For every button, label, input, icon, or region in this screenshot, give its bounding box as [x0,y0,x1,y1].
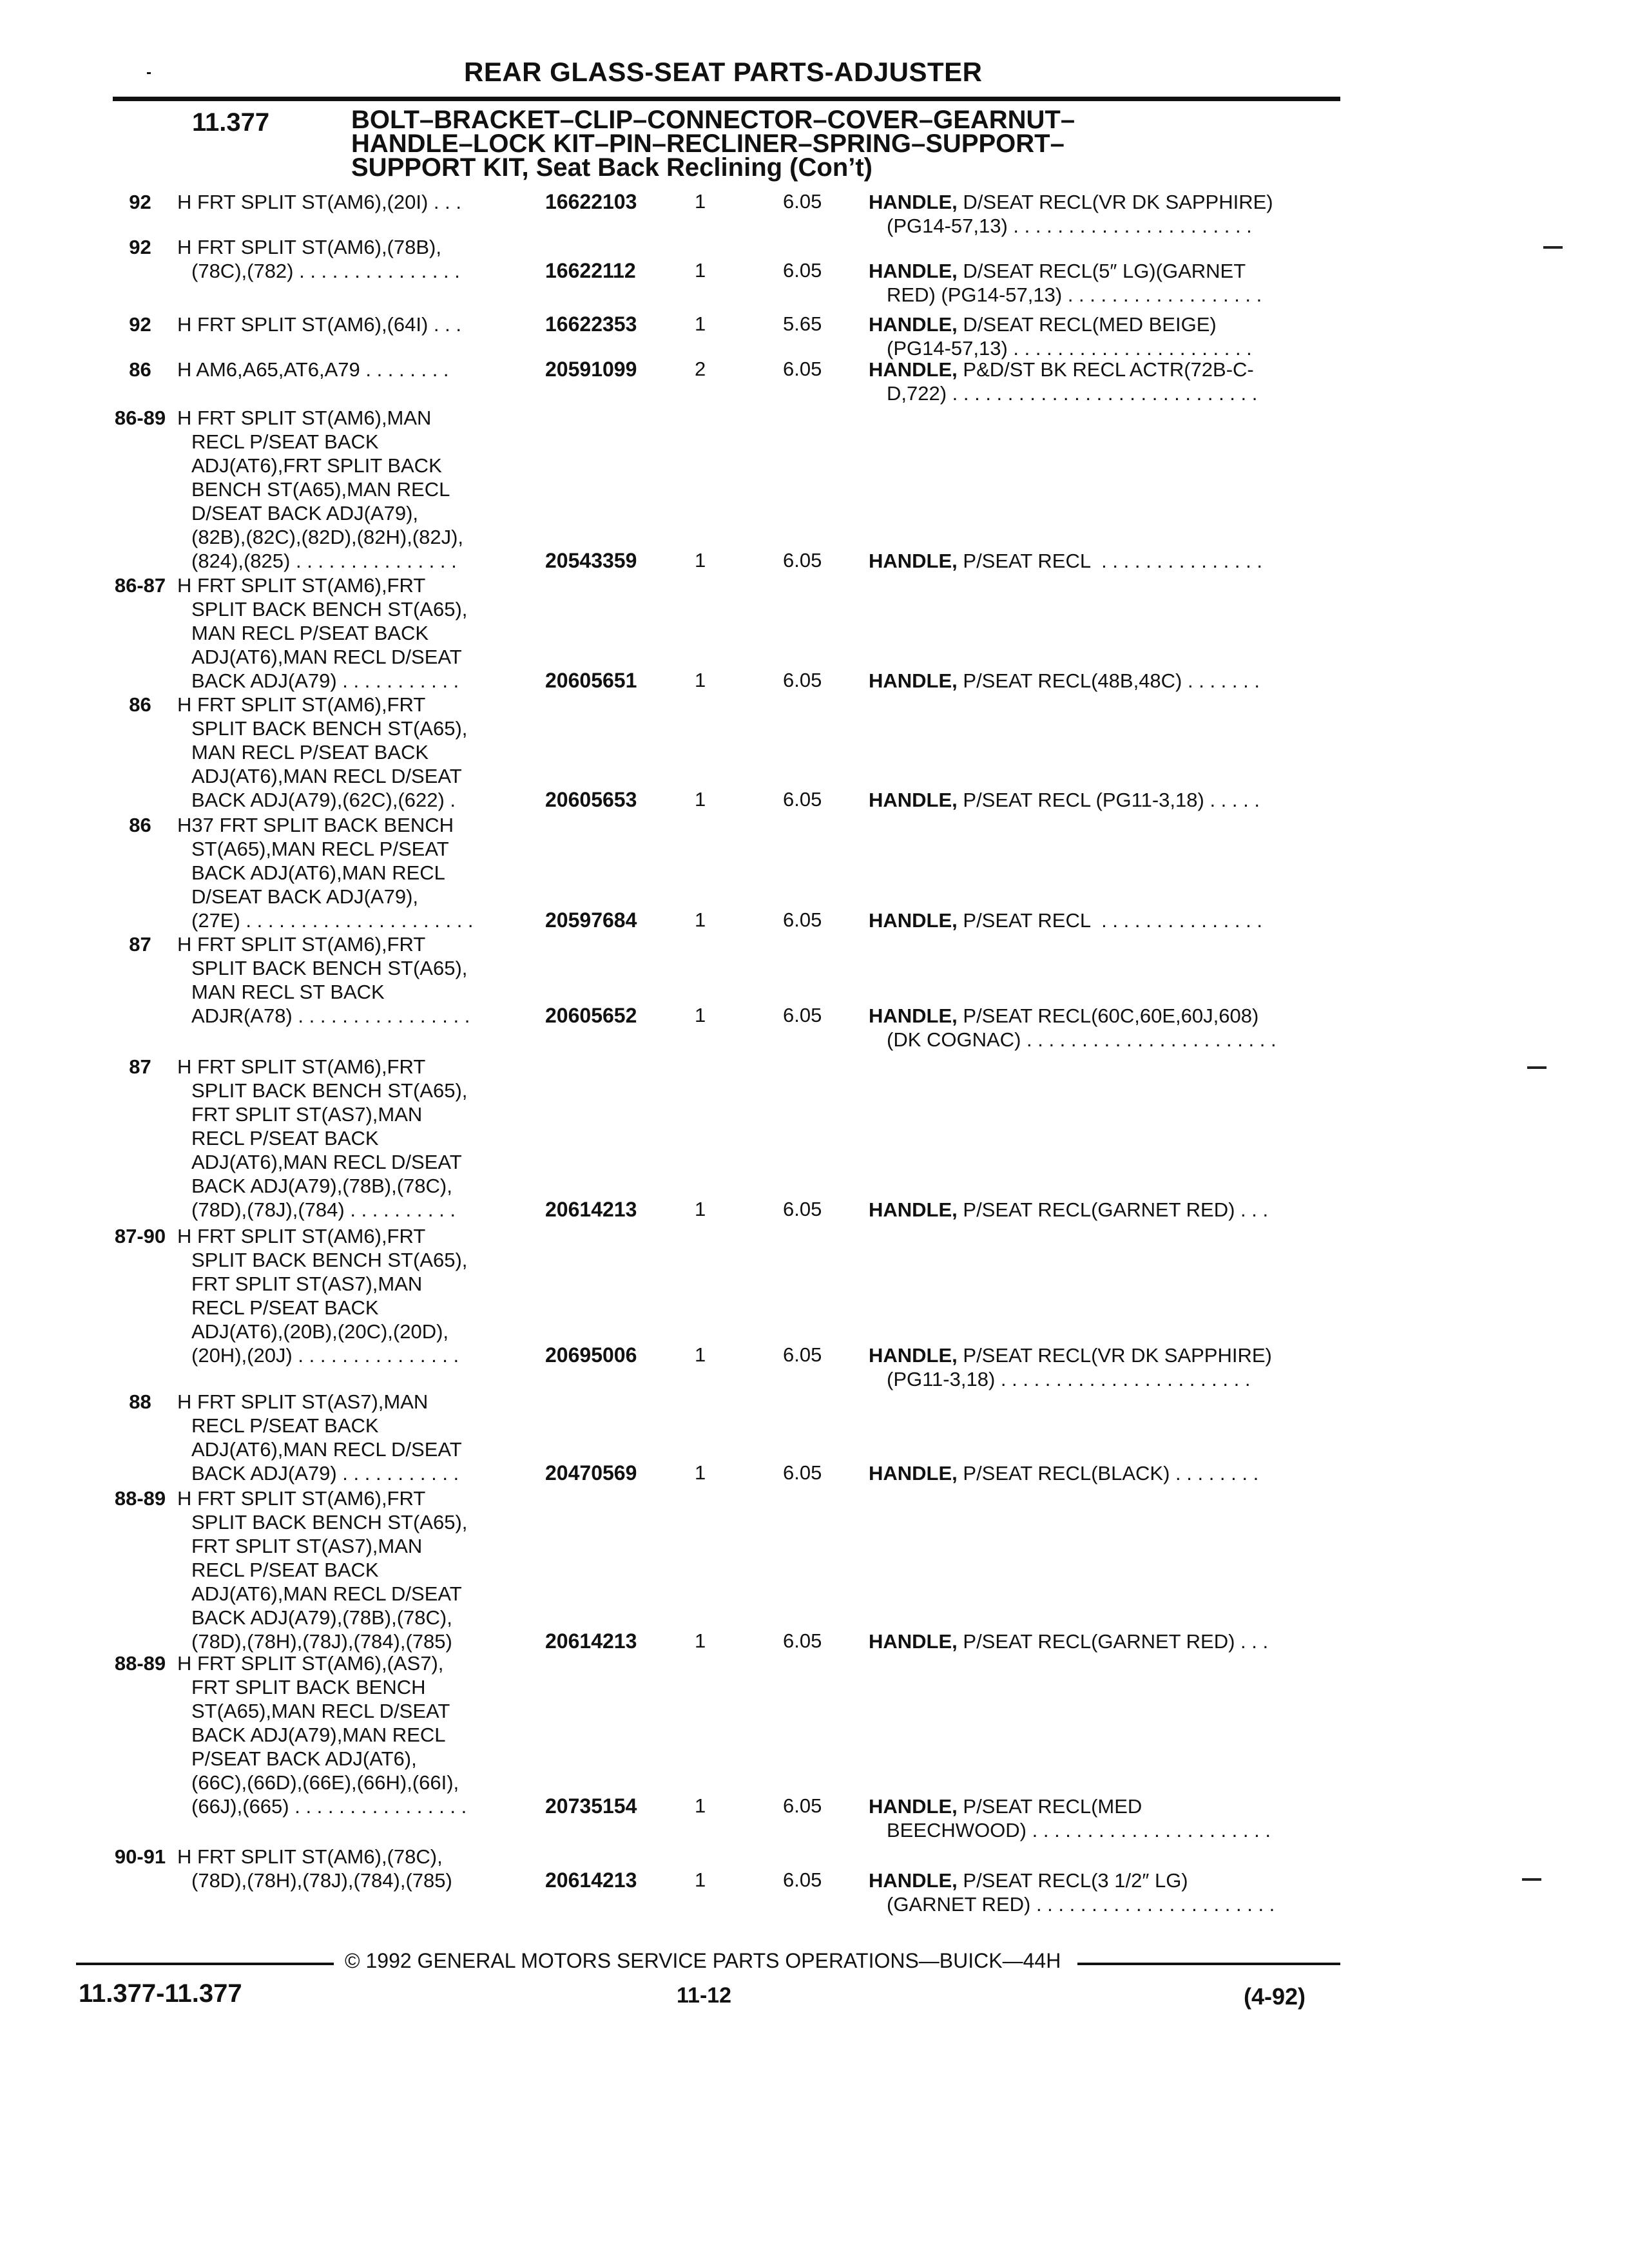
quantity: 1 [695,190,706,213]
usage-line: RECL P/SEAT BACK [191,1414,379,1437]
usage-line: H FRT SPLIT ST(AM6),(78C), [177,1845,443,1868]
usage-line: ST(A65),MAN RECL D/SEAT [191,1700,450,1722]
usage-line: RECL P/SEAT BACK [191,430,379,453]
part-name-line [869,1794,1339,1818]
part-name-keyword: HANDLE, [869,789,958,811]
usage-description [177,932,538,1028]
usage-line: H FRT SPLIT ST(AM6),FRT [177,1055,426,1078]
usage-line: ADJ(AT6),MAN RECL D/SEAT [191,1582,462,1605]
part-name-line [869,908,1339,932]
part-name-line [869,1869,1339,1892]
part-name-continuation: (PG11-3,18) . . . . . . . . . . . . . . . . . . . . . . . [887,1368,1251,1390]
part-name-detail: P/SEAT RECL(GARNET RED) . . . [957,1630,1269,1653]
part-number: 20597684 [545,908,637,932]
part-number: 20605651 [545,669,637,692]
part-name-line [869,788,1339,812]
part-name [869,312,1339,360]
usage-line: SPLIT BACK BENCH ST(A65), [191,957,468,979]
usage-description [177,1055,538,1222]
usage-line: ST(A65),MAN RECL P/SEAT [191,838,449,860]
part-name-keyword: HANDLE, [869,260,958,282]
part-name [869,669,1339,693]
usage-line: SPLIT BACK BENCH ST(A65), [191,717,468,740]
quantity: 2 [695,358,706,380]
part-name-keyword: HANDLE, [869,1869,958,1892]
usage-line: D/SEAT BACK ADJ(A79), [191,885,419,908]
part-number: 16622103 [545,190,637,213]
part-number: 20470569 [545,1461,637,1485]
price: 6.05 [783,549,822,572]
part-name-continuation: RED) (PG14-57,13) . . . . . . . . . . . . . . . . . . [887,284,1262,306]
price: 6.05 [783,358,822,380]
part-name-detail: P/SEAT RECL(BLACK) . . . . . . . . [957,1462,1259,1485]
part-name-detail: P/SEAT RECL(60C,60E,60J,608) [957,1004,1259,1027]
usage-line: (20H),(20J) . . . . . . . . . . . . . . . [191,1344,459,1367]
usage-line: ADJ(AT6),MAN RECL D/SEAT [191,1151,462,1173]
usage-description [177,190,538,214]
price: 5.65 [783,312,822,335]
part-number: 16622353 [545,312,637,336]
model-years: 86 [129,693,151,716]
part-name [869,788,1339,812]
part-name-detail: D/SEAT RECL(5″ LG)(GARNET [957,260,1246,282]
model-years: 90-91 [114,1845,166,1868]
usage-line: H FRT SPLIT ST(AM6),FRT [177,1487,426,1510]
header-rule [113,97,1340,101]
part-name-detail: P/SEAT RECL(48B,48C) . . . . . . . [957,669,1260,692]
model-years: 88-89 [114,1652,166,1675]
quantity: 1 [695,788,706,811]
part-name-detail: D/SEAT RECL(MED BEIGE) [957,313,1217,336]
part-name-keyword: HANDLE, [869,358,958,381]
section-title-line: BOLT–BRACKET–CLIP–CONNECTOR–COVER–GEARNUT– [351,106,1075,134]
part-name-line [869,669,1339,693]
stray-mark [147,72,151,74]
part-name-keyword: HANDLE, [869,1462,958,1485]
part-name-keyword: HANDLE, [869,550,958,572]
part-number: 20695006 [545,1343,637,1367]
margin-mark [1527,1066,1547,1069]
usage-line: H FRT SPLIT ST(AM6),FRT [177,1225,426,1247]
part-number: 20614213 [545,1629,637,1653]
usage-line: FRT SPLIT ST(AS7),MAN [191,1273,423,1295]
part-name-keyword: HANDLE, [869,1630,958,1653]
part-name-continuation: BEECHWOOD) . . . . . . . . . . . . . . . . . . . . . . [887,1819,1271,1841]
price: 6.05 [783,908,822,931]
part-name [869,1461,1339,1485]
usage-line: H FRT SPLIT ST(AM6),MAN [177,407,432,429]
usage-line: BACK ADJ(AT6),MAN RECL [191,861,445,884]
quantity: 1 [695,1198,706,1220]
part-name [869,1198,1339,1222]
price: 6.05 [783,1198,822,1220]
usage-line: (824),(825) . . . . . . . . . . . . . . . [191,550,457,572]
usage-line: ADJR(A78) . . . . . . . . . . . . . . . . [191,1004,470,1027]
price: 6.05 [783,788,822,811]
part-name-continuation: (GARNET RED) . . . . . . . . . . . . . . . . . . . . . . [887,1893,1275,1916]
usage-line: ADJ(AT6),MAN RECL D/SEAT [191,646,462,668]
usage-description [177,1845,538,1892]
part-name-line [869,312,1339,336]
usage-line: (66C),(66D),(66E),(66H),(66I), [191,1771,459,1794]
part-name [869,1629,1339,1653]
part-name-line [869,1629,1339,1653]
usage-line: BACK ADJ(A79),MAN RECL [191,1724,446,1746]
part-name-line [869,1198,1339,1222]
part-name [869,358,1339,405]
part-number: 20614213 [545,1869,637,1892]
part-number: 20591099 [545,358,637,381]
usage-description [177,573,538,693]
part-name-detail: P/SEAT RECL(3 1/2″ LG) [957,1869,1188,1892]
copyright-notice: © 1992 GENERAL MOTORS SERVICE PARTS OPERATIONS—BUICK—44H [345,1949,1061,1972]
usage-description [177,693,538,812]
usage-line: RECL P/SEAT BACK [191,1127,379,1149]
part-name-line [869,549,1339,573]
usage-line: BENCH ST(A65),MAN RECL [191,478,450,501]
part-name [869,1004,1339,1052]
price: 6.05 [783,259,822,282]
quantity: 1 [695,1869,706,1891]
price: 6.05 [783,669,822,691]
usage-line: H FRT SPLIT ST(AM6),FRT [177,933,426,956]
part-name-keyword: HANDLE, [869,1004,958,1027]
usage-line: H FRT SPLIT ST(AM6),(AS7), [177,1652,444,1675]
part-name-line [869,1343,1339,1367]
quantity: 1 [695,1461,706,1484]
part-name-continuation: (PG14-57,13) . . . . . . . . . . . . . . . . . . . . . . [887,337,1252,360]
usage-line: P/SEAT BACK ADJ(AT6), [191,1747,417,1770]
usage-description [177,406,538,573]
usage-line: ADJ(AT6),MAN RECL D/SEAT [191,765,462,787]
usage-line: BACK ADJ(A79) . . . . . . . . . . . [191,1462,459,1485]
section-title-line: HANDLE–LOCK KIT–PIN–RECLINER–SPRING–SUPPORT– [351,130,1065,158]
part-name-detail: D/SEAT RECL(VR DK SAPPHIRE) [957,191,1273,213]
model-years: 88 [129,1390,151,1413]
part-name-keyword: HANDLE, [869,1344,958,1367]
usage-line: RECL P/SEAT BACK [191,1296,379,1319]
part-name-line [869,1461,1339,1485]
page-title: REAR GLASS-SEAT PARTS-ADJUSTER [464,57,983,87]
part-name [869,1343,1339,1391]
part-number: 20605652 [545,1004,637,1027]
model-years: 92 [129,191,151,213]
part-name-keyword: HANDLE, [869,669,958,692]
part-name-detail: P/SEAT RECL (PG11-3,18) . . . . . [957,789,1260,811]
usage-line: SPLIT BACK BENCH ST(A65), [191,598,468,620]
usage-line: BACK ADJ(A79),(78B),(78C), [191,1175,452,1197]
page-number: 11-12 [677,1983,732,2008]
part-name-keyword: HANDLE, [869,191,958,213]
price: 6.05 [783,1794,822,1817]
part-name [869,1869,1339,1916]
model-years: 87-90 [114,1225,166,1247]
usage-line: H FRT SPLIT ST(AM6),(64I) . . . [177,313,461,336]
margin-mark [1522,1878,1541,1881]
revision-date: (4-92) [1244,1983,1306,2010]
part-name-continuation: D,722) . . . . . . . . . . . . . . . . . . . . . . . . . . . . [887,382,1258,405]
usage-line: (78D),(78H),(78J),(784),(785) [191,1630,452,1653]
part-number: 20735154 [545,1794,637,1818]
usage-line: RECL P/SEAT BACK [191,1559,379,1581]
usage-line: SPLIT BACK BENCH ST(A65), [191,1249,468,1271]
quantity: 1 [695,1794,706,1817]
quantity: 1 [695,1004,706,1026]
usage-line: (82B),(82C),(82D),(82H),(82J), [191,526,464,548]
part-name-detail: P/SEAT RECL(VR DK SAPPHIRE) [957,1344,1272,1367]
model-years: 92 [129,236,151,258]
usage-line: H FRT SPLIT ST(AM6),FRT [177,574,426,597]
quantity: 1 [695,549,706,572]
usage-description [177,1224,538,1367]
usage-line: H AM6,A65,AT6,A79 . . . . . . . . [177,358,449,381]
model-years: 86 [129,814,151,836]
part-name [869,259,1339,307]
part-number: 20614213 [545,1198,637,1221]
usage-line: BACK ADJ(A79),(78B),(78C), [191,1606,452,1629]
usage-line: H FRT SPLIT ST(AM6),(78B), [177,236,441,258]
part-name-continuation: (PG14-57,13) . . . . . . . . . . . . . . . . . . . . . . [887,215,1252,237]
usage-line: (27E) . . . . . . . . . . . . . . . . . . . . . [191,909,474,932]
footer-rule [1077,1963,1340,1965]
quantity: 1 [695,1629,706,1652]
section-title [351,108,1318,180]
usage-line: BACK ADJ(A79) . . . . . . . . . . . [191,669,459,692]
part-name-detail: P&D/ST BK RECL ACTR(72B-C- [957,358,1254,381]
model-years: 88-89 [114,1487,166,1510]
usage-line: ADJ(AT6),(20B),(20C),(20D), [191,1320,449,1343]
price: 6.05 [783,1461,822,1484]
usage-line: H37 FRT SPLIT BACK BENCH [177,814,454,836]
part-name-detail: P/SEAT RECL(MED [957,1795,1142,1818]
part-name-keyword: HANDLE, [869,909,958,932]
usage-line: H FRT SPLIT ST(AM6),(20I) . . . [177,191,461,213]
usage-line: (66J),(665) . . . . . . . . . . . . . . . . [191,1795,467,1818]
price: 6.05 [783,190,822,213]
usage-line: FRT SPLIT ST(AS7),MAN [191,1535,423,1557]
model-years: 92 [129,313,151,336]
part-number: 20543359 [545,549,637,572]
usage-line: BACK ADJ(A79),(62C),(622) . [191,789,456,811]
price: 6.05 [783,1869,822,1891]
part-name [869,549,1339,573]
usage-line: H FRT SPLIT ST(AS7),MAN [177,1390,429,1413]
section-range: 11.377-11.377 [79,1979,242,2008]
usage-line: FRT SPLIT ST(AS7),MAN [191,1103,423,1126]
model-years: 86-89 [114,407,166,429]
usage-description [177,1651,538,1818]
usage-line: MAN RECL P/SEAT BACK [191,741,429,764]
part-number: 16622112 [545,259,636,282]
part-name [869,1794,1339,1842]
usage-line: SPLIT BACK BENCH ST(A65), [191,1511,468,1533]
model-years: 86 [129,358,151,381]
usage-line: (78D),(78J),(784) . . . . . . . . . . [191,1198,456,1221]
part-name-line [869,1004,1339,1028]
part-name-continuation: (DK COGNAC) . . . . . . . . . . . . . . . . . . . . . . . [887,1028,1277,1051]
quantity: 1 [695,259,706,282]
usage-description [177,1390,538,1485]
usage-description [177,312,538,336]
usage-line: D/SEAT BACK ADJ(A79), [191,502,419,524]
model-years: 86-87 [114,574,166,597]
usage-line: H FRT SPLIT ST(AM6),FRT [177,693,426,716]
quantity: 1 [695,908,706,931]
model-years: 87 [129,933,151,956]
part-name-keyword: HANDLE, [869,1795,958,1818]
part-number: 20605653 [545,788,637,811]
part-name-keyword: HANDLE, [869,1198,958,1221]
usage-line: MAN RECL ST BACK [191,981,385,1003]
usage-line: (78D),(78H),(78J),(784),(785) [191,1869,452,1892]
part-name-detail: P/SEAT RECL . . . . . . . . . . . . . . . [957,550,1262,572]
usage-line: ADJ(AT6),FRT SPLIT BACK [191,454,442,477]
usage-description [177,358,538,381]
model-years: 87 [129,1055,151,1078]
footer-rule [76,1963,334,1965]
usage-description [177,1486,538,1653]
price: 6.05 [783,1343,822,1366]
quantity: 1 [695,1343,706,1366]
part-name-keyword: HANDLE, [869,313,958,336]
section-code: 11.377 [192,108,270,137]
part-name [869,908,1339,932]
margin-mark [1543,246,1563,249]
part-name-line [869,358,1339,381]
usage-line: FRT SPLIT BACK BENCH [191,1676,426,1698]
price: 6.05 [783,1004,822,1026]
usage-line: SPLIT BACK BENCH ST(A65), [191,1079,468,1102]
usage-line: MAN RECL P/SEAT BACK [191,622,429,644]
quantity: 1 [695,312,706,335]
part-name [869,190,1339,238]
part-name-detail: P/SEAT RECL . . . . . . . . . . . . . . . [957,909,1262,932]
usage-description [177,235,538,283]
usage-description [177,813,538,932]
usage-line: ADJ(AT6),MAN RECL D/SEAT [191,1438,462,1461]
part-name-detail: P/SEAT RECL(GARNET RED) . . . [957,1198,1269,1221]
part-name-line [869,190,1339,214]
section-title-line: SUPPORT KIT, Seat Back Reclining (Con’t) [351,153,873,182]
part-name-line [869,259,1339,283]
usage-line: (78C),(782) . . . . . . . . . . . . . . . [191,260,460,282]
price: 6.05 [783,1629,822,1652]
quantity: 1 [695,669,706,691]
